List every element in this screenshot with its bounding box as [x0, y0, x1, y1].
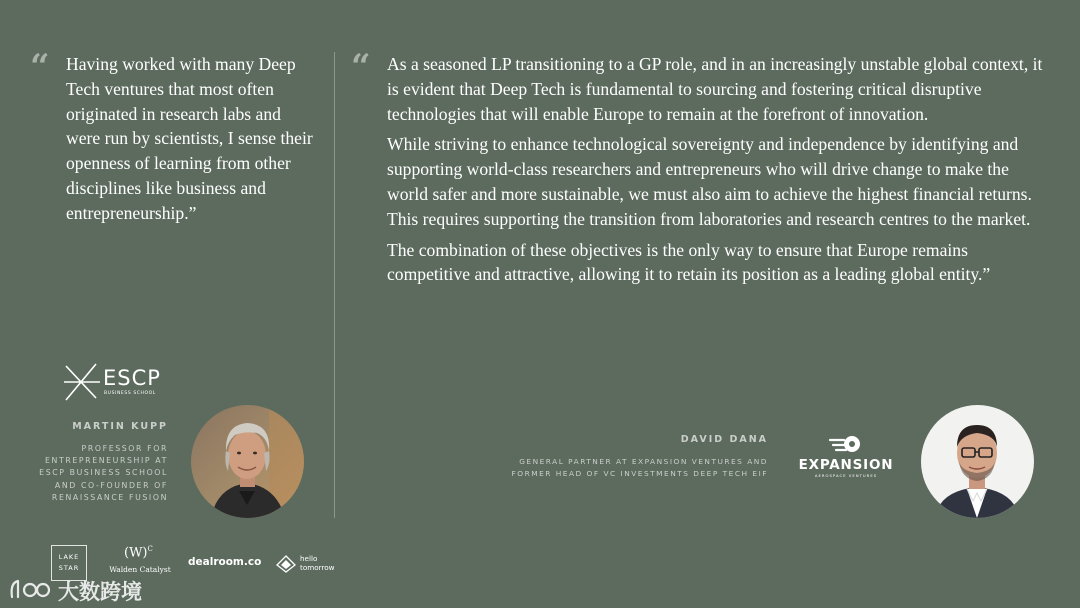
left-quote-mark: “: [30, 47, 50, 87]
right-quote-mark: “: [351, 47, 371, 87]
left-person-name: MARTIN KUPP: [72, 421, 168, 432]
david-dana-avatar: [921, 405, 1034, 518]
left-person-role: [39, 443, 168, 504]
role-line: ENTREPRENEURSHIP AT: [45, 456, 168, 466]
watermark: [8, 575, 158, 605]
right-quote-paragraph: While striving to enhance technological sovereignty and independence by identifying and supporting world-class researchers and entrepreneurs who will drive change to make the world safer and more sustainable, we must also aim to achieve the highest financial returns. This requires supporting the transition from laboratories and research centres to the market.: [387, 134, 1032, 229]
walden-catalyst-logo: [108, 545, 172, 577]
role-line: GENERAL PARTNER AT EXPANSION VENTURES AND: [519, 457, 768, 466]
role-line: AND CO-FOUNDER OF: [54, 480, 168, 490]
right-quote-paragraph: The combination of these objectives is the only way to ensure that Europe remains competitive and attractive, allowing it to retain its position as a leading global entity.”: [387, 239, 991, 285]
expansion-logo-text: EXPANSION: [798, 457, 894, 473]
expansion-logo: [790, 434, 902, 478]
dealroom-logo: dealroom.co: [188, 556, 262, 568]
hello-line2: tomorrow: [300, 563, 335, 572]
escp-star-icon: [62, 360, 102, 404]
martin-kupp-avatar: [191, 405, 304, 518]
right-person-name: DAVID DANA: [680, 434, 768, 445]
expansion-logo-subtext: AEROSPACE VENTURES: [814, 473, 878, 478]
expansion-swirl-icon: [828, 434, 862, 454]
role-line: FORMER HEAD OF VC INVESTMENTS DEEP TECH EIF: [511, 469, 768, 479]
right-person-role: [512, 456, 769, 480]
left-quote-paragraph: Having worked with many Deep Tech ventures that most often originated in research labs and were run by scientists, I sense their openness of learning from other disciplines like business and entrepreneurship.”: [66, 54, 313, 223]
walden-mark: (W): [124, 545, 148, 561]
role-line: RENAISSANCE FUSION: [51, 492, 168, 502]
hello-line1: hello: [300, 554, 318, 563]
watermark-icon: [8, 577, 52, 601]
right-quote-text: [387, 52, 1047, 293]
left-quote-text: [66, 52, 316, 232]
walden-sup: C: [147, 545, 153, 553]
lakestar-line2: STAR: [58, 564, 80, 572]
role-line: ESCP BUSINESS SCHOOL: [39, 468, 168, 478]
escp-logo-text: ESCP: [103, 366, 161, 390]
vertical-divider: [334, 52, 335, 518]
hello-tomorrow-icon: [276, 555, 296, 573]
walden-text: Walden Catalyst: [109, 565, 171, 574]
watermark-text: 大数跨境: [58, 580, 142, 604]
role-line: PROFESSOR FOR: [81, 444, 168, 453]
hello-tomorrow-logo: [276, 552, 346, 576]
right-quote-paragraph: As a seasoned LP transitioning to a GP role, and in an increasingly unstable global context, it is evident that Deep Tech is fundamental to sourcing and fostering critical disruptive technologies that will enable Europe to remain at the forefront of innovation.: [387, 54, 1043, 124]
lakestar-line1: LAKE: [58, 553, 80, 561]
escp-logo-subtext: BUSINESS SCHOOL: [104, 391, 156, 396]
escp-logo: [62, 360, 172, 404]
